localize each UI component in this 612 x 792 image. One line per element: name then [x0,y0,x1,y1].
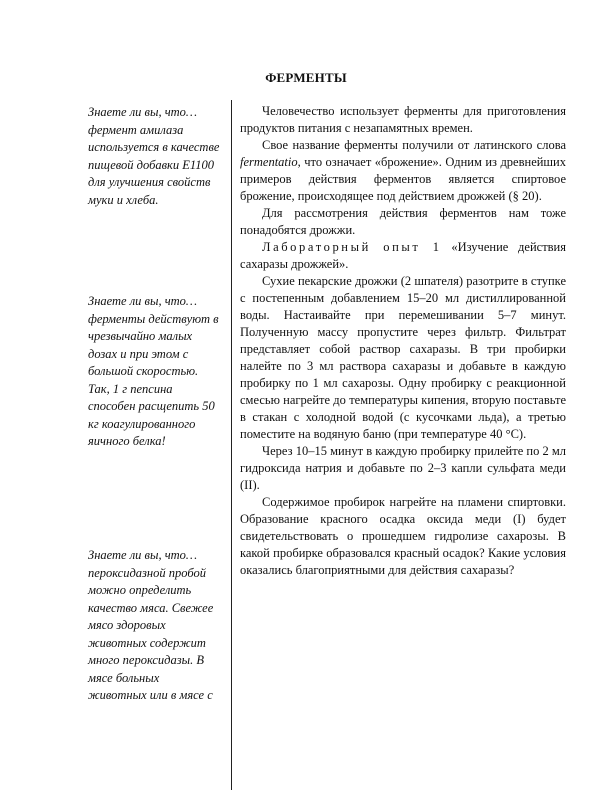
main-text [240,103,566,579]
latin-term: fermentatio [240,155,298,169]
lab-title: «Изучение действия сахаразы дрожжей». [240,240,566,271]
paragraph-procedure: Сухие пекарские дрожжи (2 шпателя) разотрите в ступке с постепенным добавлением 15–20 мл дистиллированной воды. Настаивайте при перемешивании 5–7 минут. Полученную массу пропустите через фильтр. Фильтрат представляет собой раствор сахаразы. В три пробирки налейте по 3 мл раствора сахаразы и добавьте в каждую пробирку по 1 мл сахарозы. Одну пробирку с реакционной смесью нагрейте до температуры кипения, вторую поставьте в стакан с холодной водой (с кусочками льда), а третью поместите на водяную баню (при температуре 40 °С). [240,274,566,441]
column-divider [231,100,232,790]
sidebar-note-peroxidase: Знаете ли вы, что… пероксидазной пробой можно определить качество мяса. Свежее мясо здоровых животных содержит много пероксидазы. В мясе больных животных или в мясе с [88,548,214,702]
paragraph-reagents: Через 10–15 минут в каждую пробирку прилейте по 2 мл гидроксида натрия и добавьте по 2–3 капли сульфата меди (II). [240,444,566,492]
paragraph-heating: Содержимое пробирок нагрейте на пламени спиртовки. Образование красного осадка оксида меди (I) будет свидетельствовать о прошедшем гидролизе сахарозы. В какой пробирке образовался красный осадок? Какие условия оказались благоприятными для действия сахаразы? [240,495,566,577]
page-title: ФЕРМЕНТЫ [265,70,347,85]
paragraph-name-origin [240,137,566,205]
paragraph-name-origin-end: , что означает «брожение». Одним из древнейших примеров действия ферментов является спиртовое брожение, происходящее под действием дрожжей (§ 20). [240,155,566,203]
sidebar-note-amylase: Знаете ли вы, что… фермент амилаза используется в качестве пищевой добавки Е1100 для улучшения свойств муки и хлеба. [88,105,220,207]
sidebar-note-pepsin: Знаете ли вы, что… ферменты действуют в чрезвычайно малых дозах и при этом с большой скоростью. Так, 1 г пепсина способен расщепить 50 кг коагулированного яичного белка! [88,294,219,448]
paragraph-intro: Человечество использует ферменты для приготовления продуктов питания с незапамятных времен. [240,104,566,135]
paragraph-yeast: Для рассмотрения действия ферментов нам тоже понадобятся дрожжи. [240,206,566,237]
lab-label: Лабораторный опыт 1 [262,240,442,254]
paragraph-name-origin-start: Свое название ферменты получили от латинского слова [262,138,566,152]
lab-heading [240,239,566,273]
